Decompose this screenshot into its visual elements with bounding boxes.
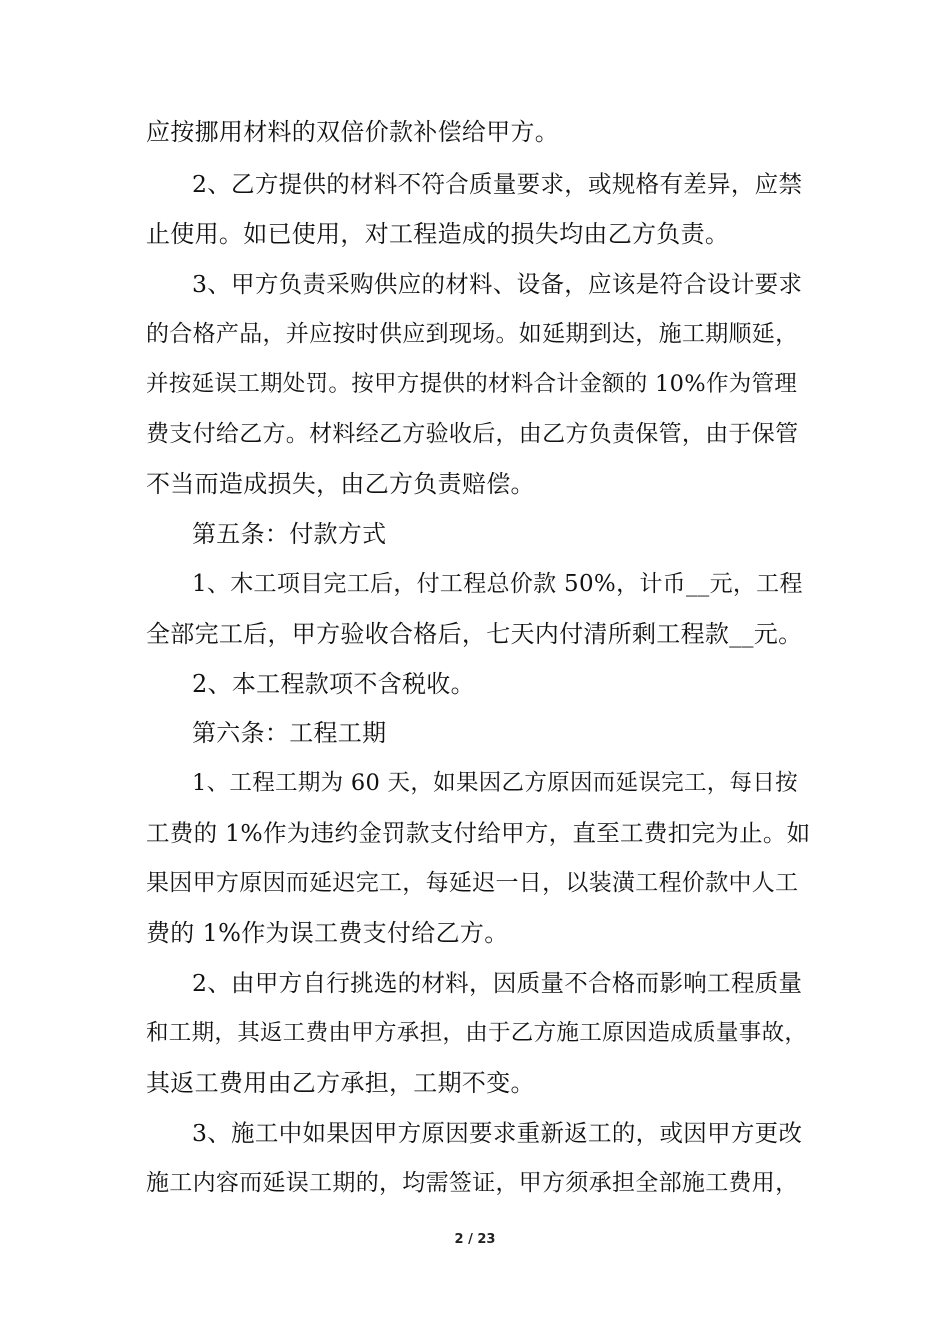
text-line: 1、工程工期为 60 天，如果因乙方原因而延误完工，每日按 (192, 770, 798, 796)
text-line: 其返工费用由乙方承担，工期不变。 (146, 1069, 535, 1097)
text-line: 2、由甲方自行挑选的材料，因质量不合格而影响工程质量 (192, 969, 803, 997)
text-line: 全部完工后，甲方验收合格后，七天内付清所剩工程款__元。 (146, 620, 803, 648)
section-heading: 第六条：工程工期 (192, 719, 387, 747)
text-line: 施工内容而延误工期的，均需签证，甲方须承担全部施工费用， (146, 1170, 799, 1196)
text-line: 1、木工项目完工后，付工程总价款 50%，计币__元，工程 (192, 571, 803, 597)
text-line: 止使用。如已使用，对工程造成的损失均由乙方负责。 (146, 220, 730, 248)
text-line: 应按挪用材料的双倍价款补偿给甲方。 (146, 118, 560, 146)
text-line: 果因甲方原因而延迟完工，每延迟一日，以装潢工程价款中人工 (146, 870, 799, 896)
text-line: 工费的 1%作为违约金罚款支付给甲方，直至工费扣完为止。如 (146, 819, 810, 847)
text-line: 并按延误工期处罚。按甲方提供的材料合计金额的 10%作为管理 (146, 371, 798, 397)
text-line: 费支付给乙方。材料经乙方验收后，由乙方负责保管，由于保管 (146, 421, 799, 447)
text-line: 2、乙方提供的材料不符合质量要求，或规格有差异，应禁 (192, 170, 803, 198)
text-line: 3、施工中如果因甲方原因要求重新返工的，或因甲方更改 (192, 1119, 803, 1147)
page-number: 2 / 23 (454, 1232, 496, 1247)
section-heading: 第五条：付款方式 (192, 520, 387, 548)
text-line: 和工期，其返工费由甲方承担，由于乙方施工原因造成质量事故， (146, 1020, 808, 1046)
text-line: 3、甲方负责采购供应的材料、设备，应该是符合设计要求 (192, 270, 803, 298)
text-line: 2、本工程款项不含税收。 (192, 670, 475, 698)
text-line: 的合格产品，并应按时供应到现场。如延期到达，施工期顺延， (146, 321, 799, 347)
text-line: 不当而造成损失，由乙方负责赔偿。 (146, 470, 535, 498)
text-line: 费的 1%作为误工费支付给乙方。 (146, 919, 509, 947)
